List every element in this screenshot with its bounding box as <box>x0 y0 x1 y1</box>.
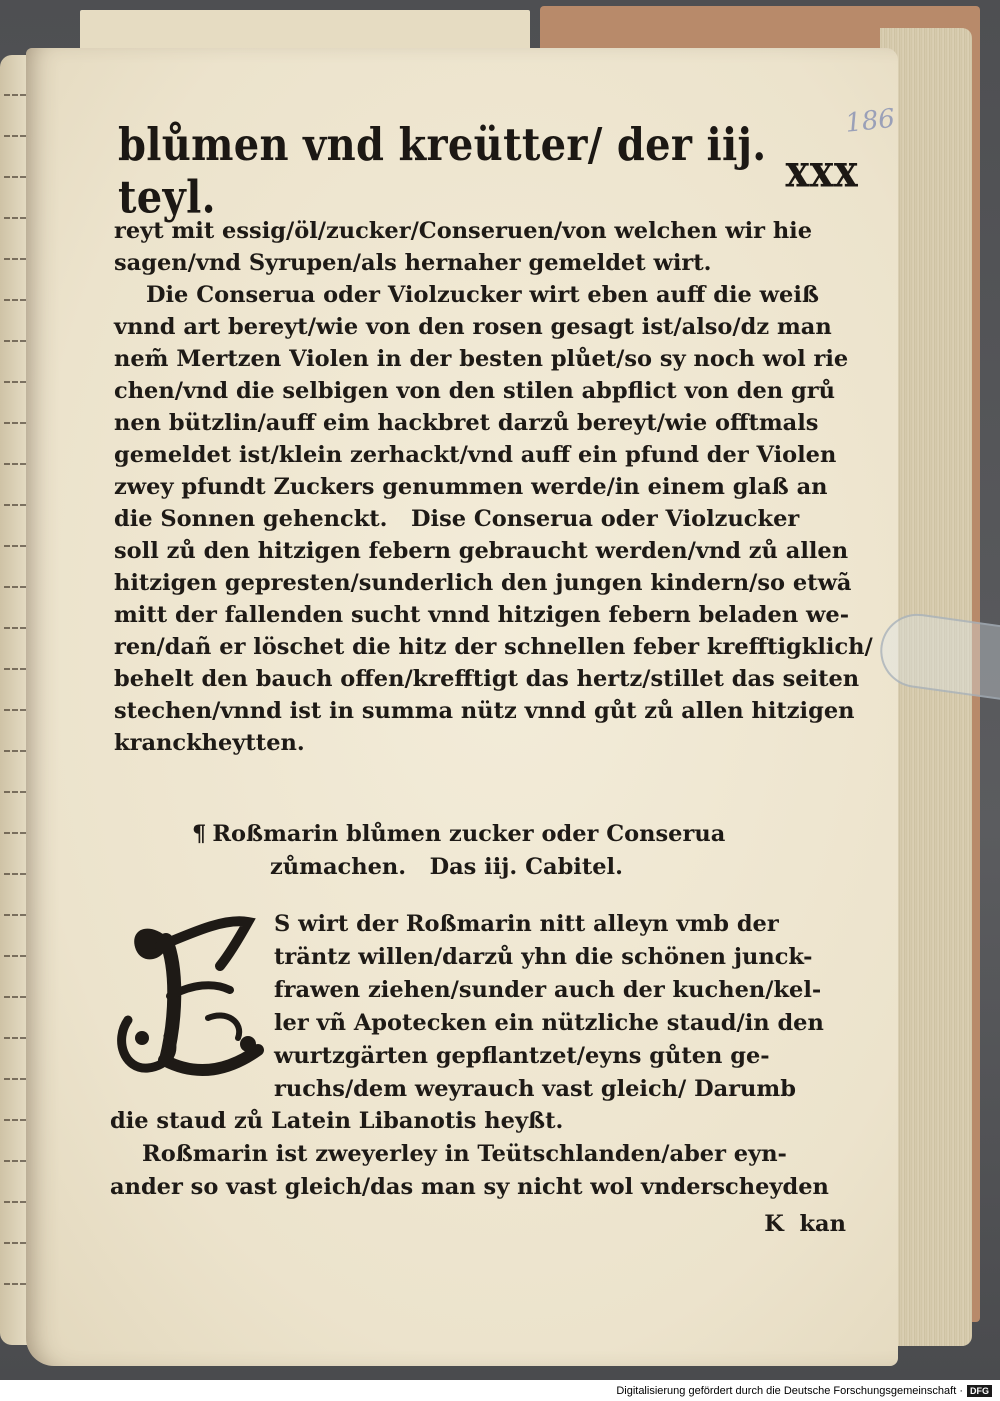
text-line: hitzigen gepresten/sunderlich den jungen kindern/so etwã <box>114 570 852 596</box>
text-line: reyt mit essig/öl/zucker/Conseruen/von welchen wir hie <box>114 218 813 244</box>
text-line: behelt den bauch offen/krefftigt das hertz/stillet das seiten <box>114 666 860 692</box>
running-head-leaf-number: xxx <box>785 144 858 198</box>
text-line: kranckheytten. <box>114 730 305 756</box>
text-line: zwey pfundt Zuckers genummen werde/in einem glaß an <box>114 474 828 500</box>
text-line: Die Conserua oder Violzucker wirt eben auff die weiß <box>146 282 819 308</box>
pilcrow-icon: ¶ <box>192 821 207 847</box>
chapter-number: zůmachen. Das iij. Cabitel. <box>270 854 623 880</box>
text-line: S wirt der Roßmarin nitt alleyn vmb der <box>274 911 779 937</box>
text-line: Roßmarin ist zweyerley in Teütschlanden/aber eyn- <box>142 1141 787 1167</box>
text-line: ler vñ Apotecken ein nützliche staud/in den <box>274 1010 824 1036</box>
running-head-title: blůmen vnd kreütter/ der iij. teyl. <box>118 118 767 224</box>
text-line: frawen ziehen/sunder auch der kuchen/kel- <box>274 977 822 1003</box>
text-line: träntz willen/darzů yhn die schönen junck- <box>274 944 813 970</box>
funding-notice: Digitalisierung gefördert durch die Deutsche Forschungsgemeinschaft · <box>616 1384 963 1397</box>
text-line: soll zů den hitzigen febern gebraucht werden/vnd zů allen <box>114 538 849 564</box>
text-line: mitt der fallenden sucht vnnd hitzigen febern beladen we- <box>114 602 850 628</box>
running-head <box>118 118 858 224</box>
text-line: ruchs/dem weyrauch vast gleich/ Darumb <box>274 1076 796 1102</box>
left-facing-page <box>0 55 28 1345</box>
text-line: nem̃ Mertzen Violen in der besten plůet/so sy noch wol rie <box>114 346 849 372</box>
chapter-heading-line <box>192 818 852 851</box>
dfg-logo: DFG <box>967 1385 992 1397</box>
catchword <box>716 1208 846 1240</box>
text-line: die Sonnen gehenckt. Dise Conserua oder Violzucker <box>114 506 800 532</box>
text-line: die staud zů Latein Libanotis heyßt. <box>110 1108 564 1134</box>
text-line: ren/dañ er löschet die hitz der schnellen feber krefftigklich/ <box>114 634 873 660</box>
text-block-violet-conserve <box>114 215 873 759</box>
catchword-text: K kan <box>764 1211 846 1237</box>
text-line: gemeldet ist/klein zerhackt/vnd auff ein pfund der Violen <box>114 442 837 468</box>
chapter-heading <box>192 818 852 884</box>
text-line: stechen/vnnd ist in summa nütz vnnd gůt zů allen hitzigen <box>114 698 855 724</box>
decorated-initial <box>108 910 268 1088</box>
folio-number: 186 <box>843 103 897 139</box>
text-line: sagen/vnd Syrupen/als hernaher gemeldet wirt. <box>114 250 712 276</box>
text-line: chen/vnd die selbigen von den stilen abpflict von den grů <box>114 378 835 404</box>
drop-cap-e-icon <box>108 910 268 1088</box>
text-line: nen bützlin/auff eim hackbret darzů bereyt/wie offtmals <box>114 410 819 436</box>
text-line: ander so vast gleich/das man sy nicht wol vnderscheyden <box>110 1174 829 1200</box>
text-line: wurtzgärten gepflantzet/eyns gůten ge- <box>274 1043 770 1069</box>
footer-bar <box>0 1380 1000 1401</box>
text-line: vnnd art bereyt/wie von den rosen gesagt ist/also/dz man <box>114 314 832 340</box>
book-page <box>26 48 898 1366</box>
page-strip <box>80 10 530 50</box>
chapter-title: Roßmarin blůmen zucker oder Conserua <box>212 821 726 847</box>
text-block-rosemary-continued <box>110 1105 850 1204</box>
text-block-rosemary <box>274 908 844 1106</box>
